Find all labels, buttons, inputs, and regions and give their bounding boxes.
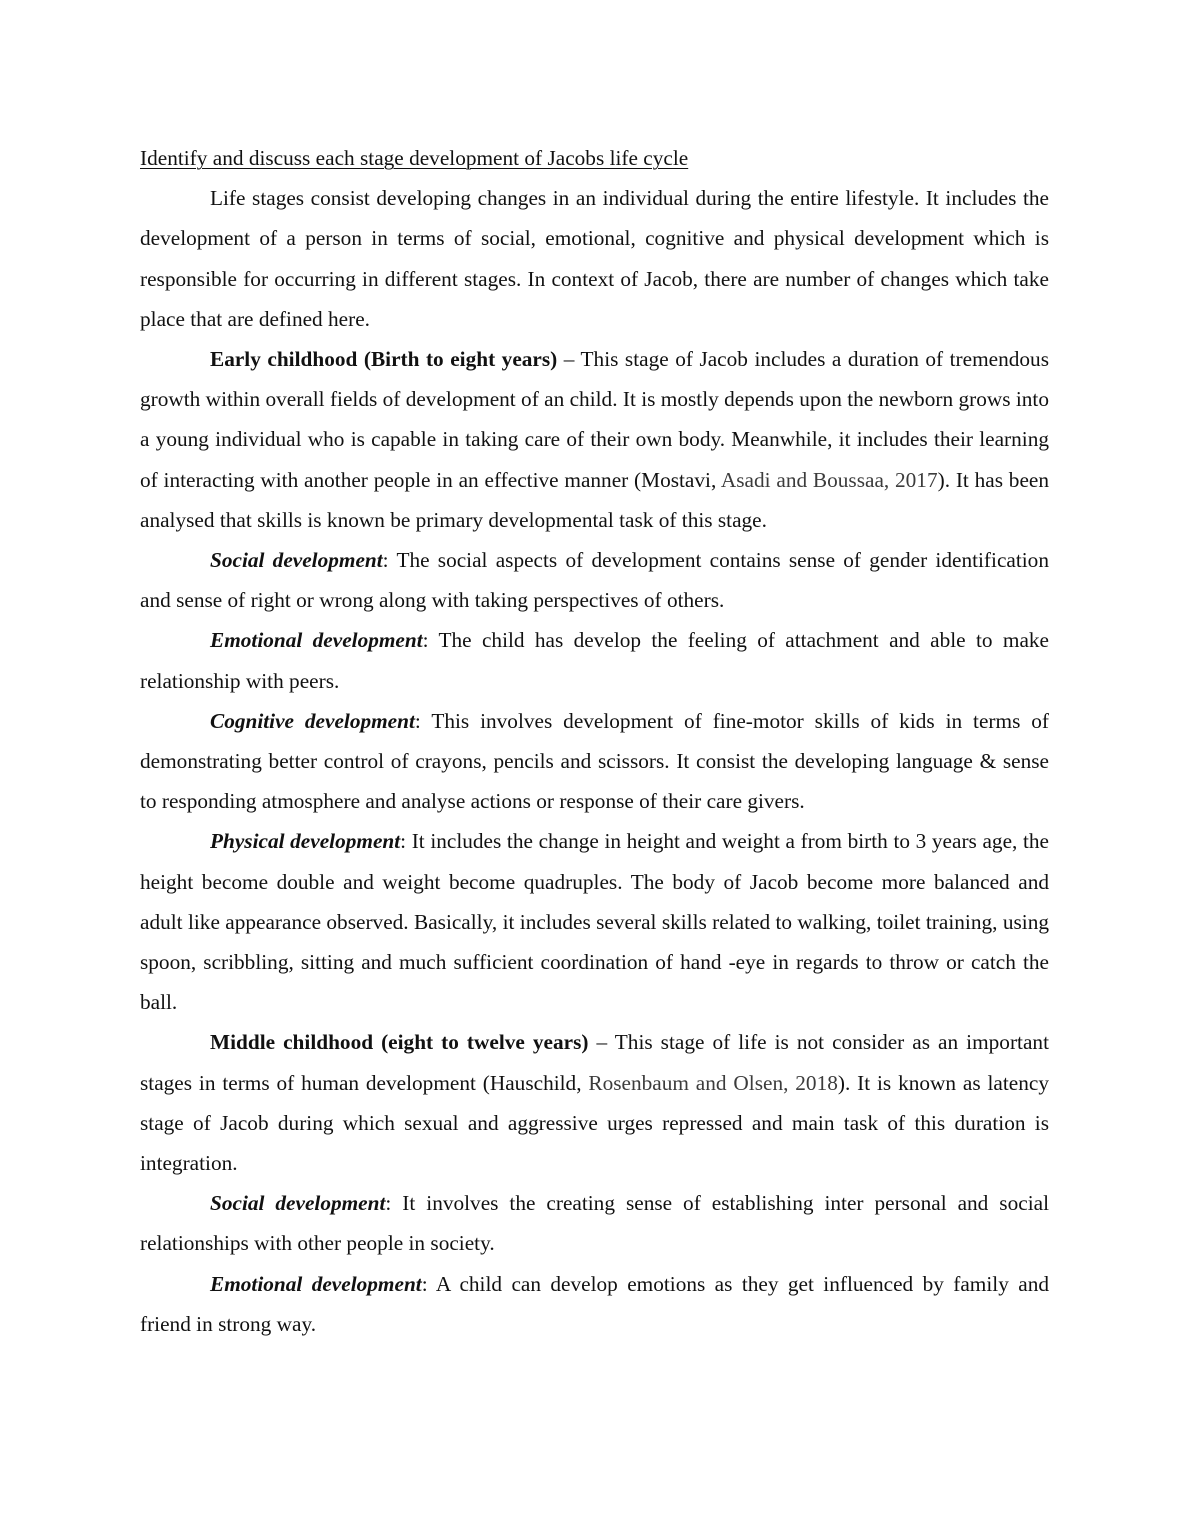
middle-childhood-title: Middle childhood (eight to twelve years) [210,1030,589,1055]
middle-emotional-title: Emotional development [210,1271,422,1296]
early-social-text: : The social aspects of development contains sense of gender identification and sense of right or wrong along with taking perspectives of others. [140,548,1049,613]
early-childhood-citation: Asadi and Boussaa, 2017 [720,467,938,492]
section-heading: Identify and discuss each stage development of Jacobs life cycle [140,146,689,170]
early-social-title: Social development [210,548,383,573]
middle-emotional-paragraph [140,1264,1049,1344]
early-physical-paragraph [140,821,1049,1022]
early-emotional-text: : The child has develop the feeling of attachment and able to make relationship with peers. [140,628,1049,693]
intro-paragraph: Life stages consist developing changes in an individual during the entire lifestyle. It includes the development of a person in terms of social, emotional, cognitive and physical development which is responsible for occurring in different stages. In context of Jacob, there are number of changes which take place that are defined here. [140,186,1049,331]
middle-childhood-paragraph [140,1022,1049,1183]
early-social-paragraph [140,540,1049,620]
middle-childhood-citation: Rosenbaum and Olsen, 2018 [588,1070,838,1095]
early-cognitive-text: : This involves development of fine-motor skills of kids in terms of demonstrating better control of crayons, pencils and scissors. It consist the developing language & sense to responding atmosphere and analyse actions or response of their care givers. [140,708,1050,814]
middle-social-text: : It involves the creating sense of establishing inter personal and social relationships with other people in society. [140,1191,1049,1256]
early-emotional-title: Emotional development [210,628,423,653]
early-emotional-paragraph [140,620,1049,700]
early-physical-text: : It includes the change in height and weight a from birth to 3 years age, the height become double and weight become quadruples. The body of Jacob become more balanced and adult like appearance observed. Basically, it includes several skills related to walking, toilet training, using spoon, scribbling, sitting and much sufficient coordination of hand -eye in regards to throw or catch the ball. [140,829,1049,1015]
early-childhood-text-b: ). It has been analysed that skills is known be primary developmental task of this stage. [140,467,1050,532]
middle-childhood-text-b: ). It is known as latency stage of Jacob during which sexual and aggressive urges repressed and main task of this duration is integration. [140,1070,1049,1176]
middle-childhood-text-a: – This stage of life is not consider as an important stages in terms of human development (Hauschild, [140,1030,1049,1095]
middle-social-title: Social development [210,1191,386,1216]
document-body [140,138,1049,1344]
early-childhood-text-a: – This stage of Jacob includes a duration of tremendous growth within overall fields of development of an child. It is mostly depends upon the newborn grows into a young individual who is capable in taking care of their own body. Meanwhile, it includes their learning of interacting with another people in an effective manner (Mostavi, [140,347,1049,492]
middle-social-paragraph [140,1183,1049,1263]
early-childhood-paragraph [140,339,1049,540]
early-cognitive-paragraph [140,701,1049,822]
early-cognitive-title: Cognitive development [210,708,415,733]
early-physical-title: Physical development [210,829,401,854]
middle-emotional-text: : A child can develop emotions as they get influenced by family and friend in strong way. [140,1271,1050,1336]
early-childhood-title: Early childhood (Birth to eight years) [210,347,558,372]
